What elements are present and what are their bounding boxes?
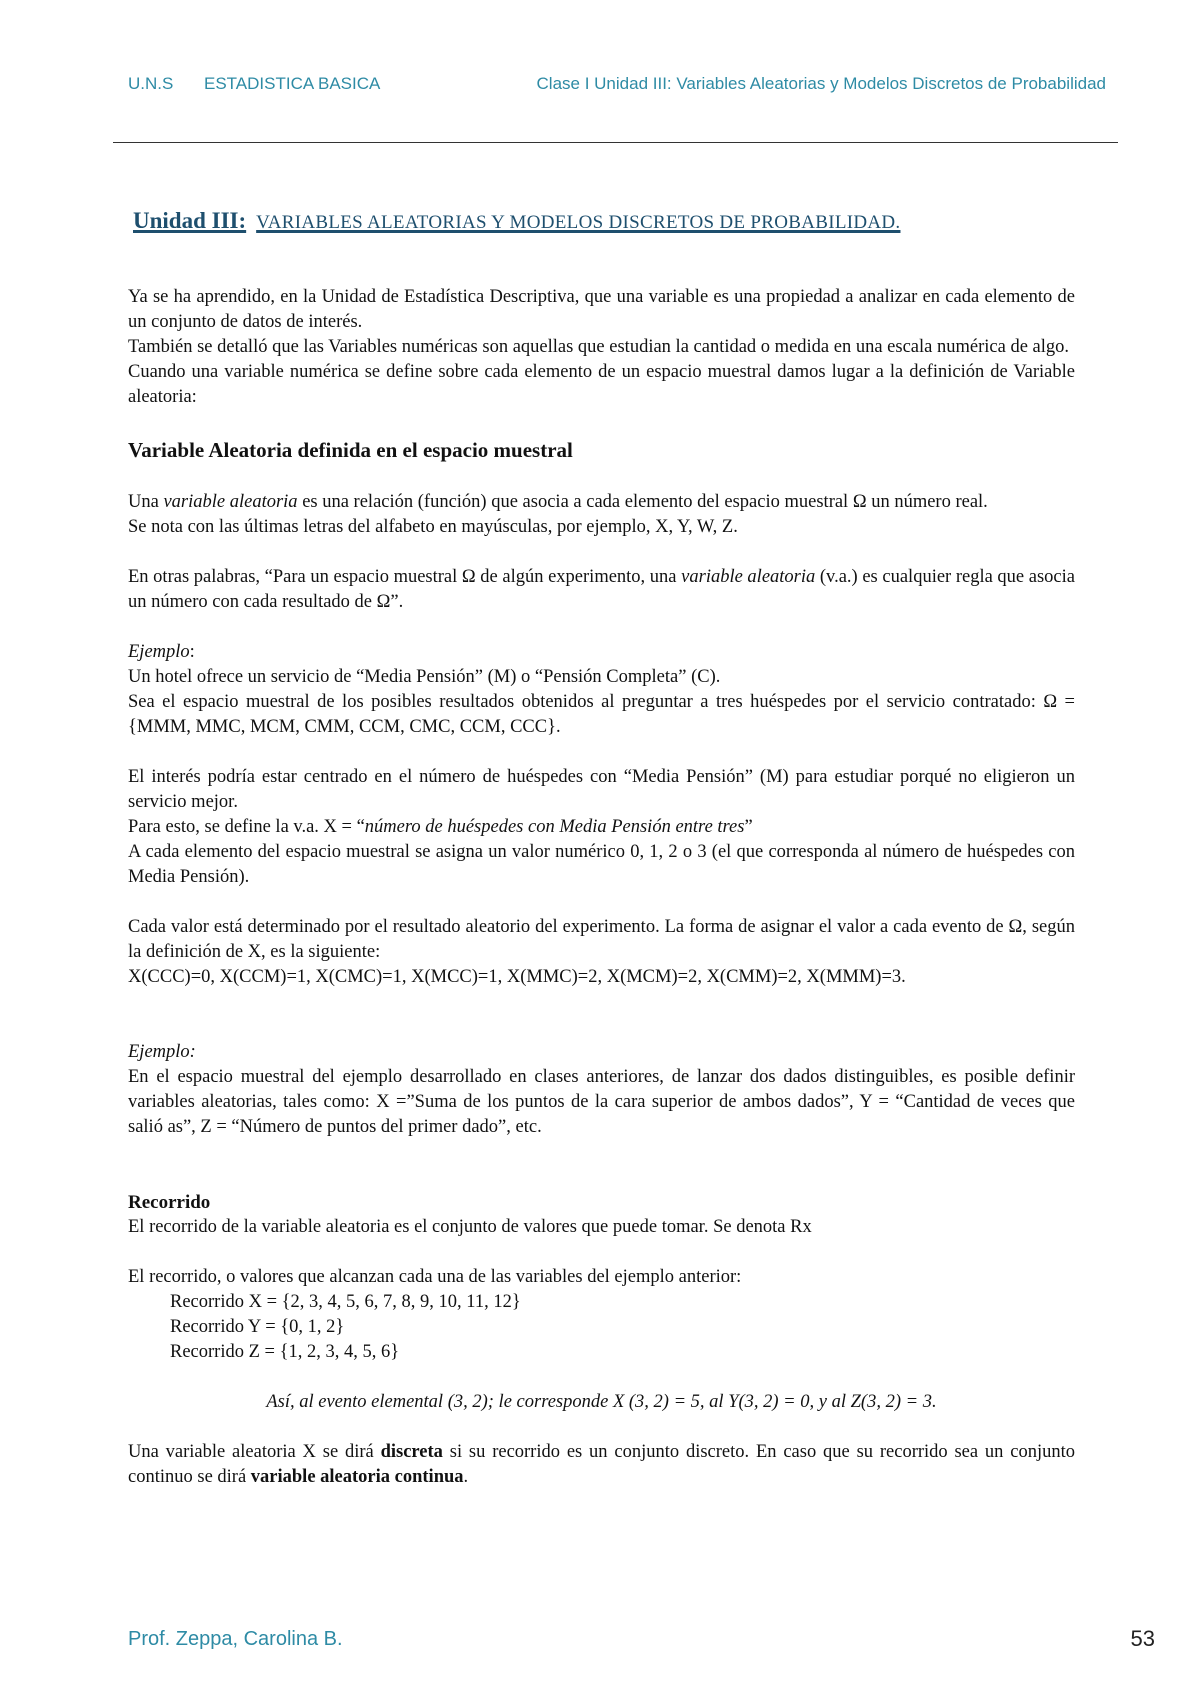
section-heading-recorrido: Recorrido [128, 1192, 211, 1213]
example-1 [128, 640, 1075, 740]
page-number: 53 [1130, 1626, 1155, 1651]
notation-line: Se nota con las últimas letras del alfabeto en mayúsculas, por ejemplo, X, Y, W, Z. [128, 517, 738, 537]
intro-line-2: También se detalló que las Variables numéricas son aquellas que estudian la cantidad o medida en una escala numérica de algo. [128, 337, 1070, 357]
page-header [128, 74, 1120, 98]
example-1-interest [128, 765, 1075, 890]
page-title [133, 204, 1075, 235]
other-words-paragraph: En otras palabras, “Para un espacio muestral Ω de algún experimento, una variable aleatoria (v.a.) es cualquier regla que asocia un número con cada resultado de Ω”. [128, 567, 1075, 612]
intro-line-1: Ya se ha aprendido, en la Unidad de Estadística Descriptiva, que una variable es una propiedad a analizar en cada elemento de un conjunto de datos de interés. [128, 287, 1075, 332]
recorrido-x: Recorrido X = {2, 3, 4, 5, 6, 7, 8, 9, 10, 11, 12} [170, 1292, 521, 1312]
discrete-continuous-paragraph: Una variable aleatoria X se dirá discreta si su recorrido es un conjunto discreto. En caso que su recorrido sea un conjunto continuo se dirá variable aleatoria continua. [128, 1442, 1075, 1487]
definition-paragraph [128, 490, 1075, 540]
intro-line-3: Cuando una variable numérica se define sobre cada elemento de un espacio muestral damos lugar a la definición de Variable aleatoria: [128, 362, 1075, 407]
example-1-line-4: Para esto, se define la v.a. X = “número de huéspedes con Media Pensión entre tres” [128, 817, 753, 837]
header-institution: U.N.S [128, 74, 174, 93]
example-1-line-1: Un hotel ofrece un servicio de “Media Pensión” (M) o “Pensión Completa” (C). [128, 667, 721, 687]
recorrido-z: Recorrido Z = {1, 2, 3, 4, 5, 6} [170, 1342, 400, 1362]
definition-line: Una variable aleatoria es una relación (función) que asocia a cada elemento del espacio muestral Ω un número real. [128, 492, 988, 512]
title-unit: Unidad III: [133, 208, 247, 233]
header-course: ESTADISTICA BASICA [204, 74, 381, 93]
recorrido-list [128, 1290, 1075, 1365]
header-divider [113, 142, 1118, 143]
example-2-label: Ejemplo: [128, 1042, 196, 1062]
document-body [128, 204, 1075, 1490]
example-1-assignment [128, 915, 1075, 990]
recorrido-intro: El recorrido, o valores que alcanzan cada una de las variables del ejemplo anterior: [128, 1267, 742, 1287]
section-heading-variable-aleatoria: Variable Aleatoria definida en el espacio muestral [128, 438, 573, 462]
example-1-line-2: Sea el espacio muestral de los posibles resultados obtenidos al preguntar a tres huéspedes por el servicio contratado: Ω = {MMM, MMC, MCM, CMM, CCM, CMC, CCM, CCC}. [128, 692, 1075, 737]
header-lesson: Clase I Unidad III: Variables Aleatorias y Modelos Discretos de Probabilidad [536, 74, 1106, 93]
example-2-text: En el espacio muestral del ejemplo desarrollado en clases anteriores, de lanzar dos dados distinguibles, es posible definir variables aleatorias, tales como: X =”Suma de los puntos de la cara superior de ambos dados”, Y = “Cantidad de veces que salió as”, Z = “Número de puntos del primer dado”, etc. [128, 1067, 1075, 1137]
footer-author: Prof. Zeppa, Carolina B. [128, 1628, 343, 1650]
example-1-line-7: X(CCC)=0, X(CCM)=1, X(CMC)=1, X(MCC)=1, X(MMC)=2, X(MCM)=2, X(CMM)=2, X(MMM)=3. [128, 967, 906, 987]
example-2 [128, 1040, 1075, 1140]
example-1-line-6: Cada valor está determinado por el resultado aleatorio del experimento. La forma de asignar el valor a cada evento de Ω, según la definición de X, es la siguiente: [128, 917, 1075, 962]
example-1-line-3: El interés podría estar centrado en el número de huéspedes con “Media Pensión” (M) para estudiar porqué no eligieron un servicio mejor. [128, 767, 1075, 812]
intro-paragraph [128, 285, 1075, 410]
example-1-line-5: A cada elemento del espacio muestral se asigna un valor numérico 0, 1, 2 o 3 (el que corresponda al número de huéspedes con Media Pensión). [128, 842, 1075, 887]
title-topic: VARIABLES ALEATORIAS Y MODELOS DISCRETOS DE PROBABILIDAD. [256, 212, 901, 233]
example-1-label: Ejemplo: [128, 642, 195, 662]
recorrido-y: Recorrido Y = {0, 1, 2} [170, 1317, 345, 1337]
recorrido-example: Así, al evento elemental (3, 2); le corresponde X (3, 2) = 5, al Y(3, 2) = 0, y al Z(3, 2) = 3. [266, 1392, 937, 1412]
recorrido-definition: El recorrido de la variable aleatoria es el conjunto de valores que puede tomar. Se denota Rx [128, 1217, 812, 1237]
